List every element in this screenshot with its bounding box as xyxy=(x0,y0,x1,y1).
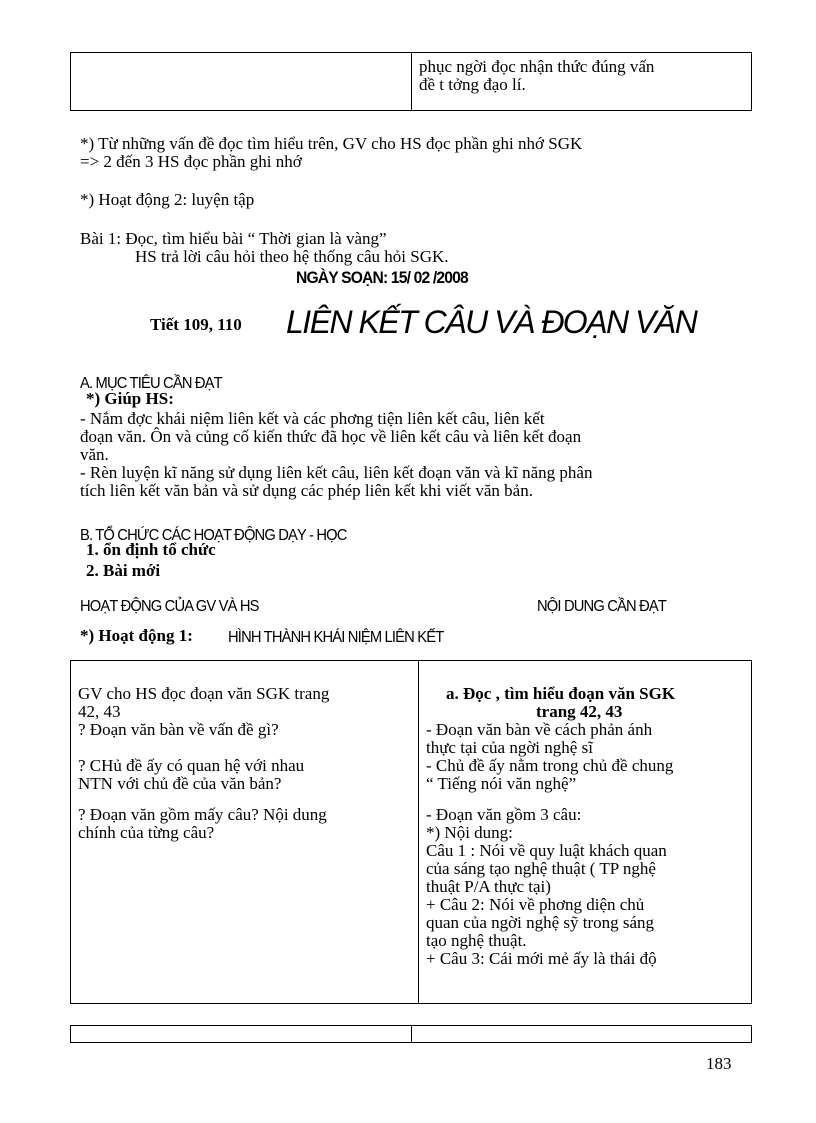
section-a-sub: *) Giúp HS: xyxy=(86,389,174,408)
right-line: - Đoạn văn bàn về cách phản ánh xyxy=(426,720,653,739)
section-b-heading: B. TỔ CHỨC CÁC HOẠT ĐỘNG DẠY - HỌC xyxy=(80,527,347,544)
left-line: chính của từng câu? xyxy=(78,823,215,842)
section-a-heading: A. MỤC TIÊU CẦN ĐẠT xyxy=(80,375,222,392)
paragraph-line: Bài 1: Đọc, tìm hiểu bài “ Thời gian là vàng” xyxy=(80,229,387,248)
top-table xyxy=(70,52,752,111)
top-table-line: đề t tởng đạo lí. xyxy=(419,75,526,94)
right-line: Câu 1 : Nói về quy luật khách quan xyxy=(426,841,667,860)
left-line: ? Đoạn văn bàn về vấn đề gì? xyxy=(78,720,279,739)
paragraph-line: *) Từ những vấn đề đọc tìm hiểu trên, GV cho HS đọc phần ghi nhớ SGK xyxy=(80,134,583,153)
paragraph-line: => 2 đến 3 HS đọc phần ghi nhớ xyxy=(80,152,302,171)
top-table-left-cell xyxy=(71,53,412,111)
main-table-right-cell xyxy=(419,661,752,1004)
lesson-number: Tiết 109, 110 xyxy=(150,315,242,334)
right-line: - Đoạn văn gồm 3 câu: xyxy=(426,805,582,824)
paragraph-activity2: *) Hoạt động 2: luyện tập xyxy=(80,190,255,209)
right-line: thuật P/A thực tại) xyxy=(426,877,551,896)
activity1-title: HÌNH THÀNH KHÁI NIỆM LIÊN KẾT xyxy=(228,629,444,646)
bottom-table xyxy=(70,1025,752,1043)
section-a-line: - Nắm đợc khái niệm liên kết và các phơng tiện liên kết câu, liên kết xyxy=(80,409,545,428)
right-line: *) Nội dung: xyxy=(426,823,513,842)
right-line: “ Tiếng nói văn nghệ” xyxy=(426,774,577,793)
bottom-table-left-cell xyxy=(71,1026,412,1043)
right-line: quan của ngời nghệ sỹ trong sáng xyxy=(426,913,655,932)
activity1-label: *) Hoạt động 1: xyxy=(80,626,193,645)
section-b-item: 2. Bài mới xyxy=(86,561,161,580)
right-heading-line: a. Đọc , tìm hiểu đoạn văn SGK xyxy=(446,684,676,703)
paragraph-line: HS trả lời câu hỏi theo hệ thống câu hỏi SGK. xyxy=(135,247,449,266)
date-line: NGÀY SOẠN: 15/ 02 /2008 xyxy=(296,268,468,287)
right-line: của sáng tạo nghệ thuật ( TP nghệ xyxy=(426,859,656,878)
paragraph-memory xyxy=(80,135,582,171)
section-a-line: văn. xyxy=(80,445,109,464)
right-line: + Câu 2: Nói về phơng diện chủ xyxy=(426,895,645,914)
right-line: thực tại của ngời nghệ sĩ xyxy=(426,738,593,757)
top-table-line: phục ngời đọc nhận thức đúng vấn xyxy=(419,57,655,76)
left-line: ? CHủ đề ấy có quan hệ với nhau xyxy=(78,756,305,775)
page-number: 183 xyxy=(706,1054,732,1073)
bottom-table-right-cell xyxy=(412,1026,752,1043)
right-line: - Chủ đề ấy nằm trong chủ đề chung xyxy=(426,756,674,775)
left-line: GV cho HS đọc đoạn văn SGK trang xyxy=(78,684,330,703)
section-a-line: tích liên kết văn bản và sử dụng các phép liên kết khi viết văn bản. xyxy=(80,481,533,500)
lesson-title: LIÊN KẾT CÂU VÀ ĐOẠN VĂN xyxy=(286,304,697,340)
left-line: NTN với chủ đề của văn bản? xyxy=(78,774,282,793)
column-header-left: HOẠT ĐỘNG CỦA GV VÀ HS xyxy=(80,598,259,615)
section-a-line: - Rèn luyện kĩ năng sử dụng liên kết câu, liên kết đoạn văn và kĩ năng phân xyxy=(80,463,593,482)
section-a-body xyxy=(80,410,592,500)
right-line: + Câu 3: Cái mới mẻ ấy là thái độ xyxy=(426,949,657,968)
section-a-line: đoạn văn. Ôn và củng cố kiến thức đã học về liên kết câu và liên kết đoạn xyxy=(80,427,582,446)
main-table-left-cell xyxy=(71,661,419,1004)
main-table xyxy=(70,660,752,1004)
right-line: tạo nghệ thuật. xyxy=(426,931,527,950)
section-b-item: 1. ổn định tổ chức xyxy=(86,540,216,559)
left-line: 42, 43 xyxy=(78,702,121,721)
paragraph-exercise xyxy=(80,230,449,266)
top-table-right-cell xyxy=(412,53,752,111)
column-header-right: NỘI DUNG CẦN ĐẠT xyxy=(537,598,667,615)
left-line: ? Đoạn văn gồm mấy câu? Nội dung xyxy=(78,805,327,824)
right-heading-line: trang 42, 43 xyxy=(536,702,623,721)
